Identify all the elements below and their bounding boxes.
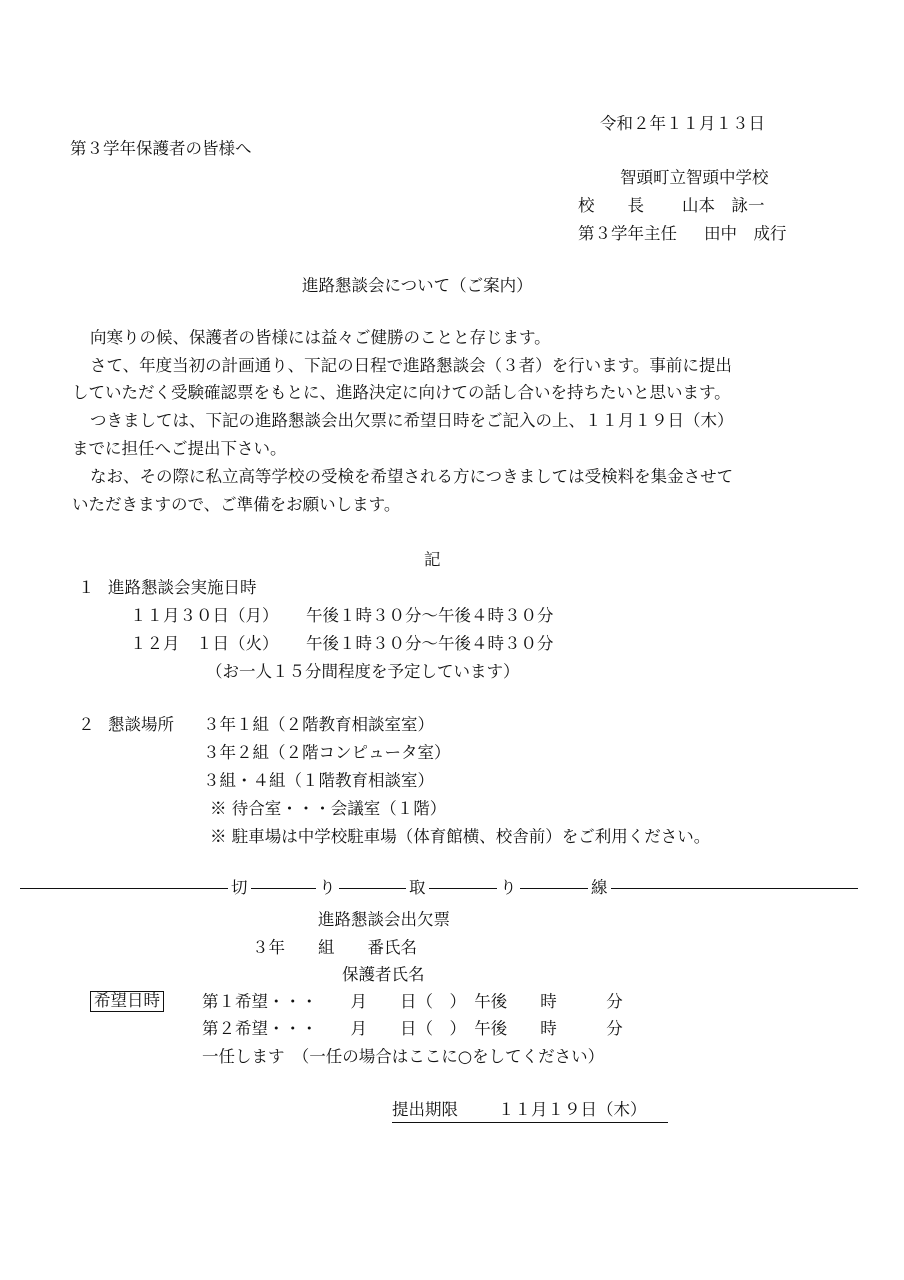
- waiting-room-note: ※ 待合室・・・会議室（１階）: [210, 799, 447, 818]
- room-2: ３年２組（２階コンピュータ室）: [203, 743, 451, 762]
- parking-note: ※ 駐車場は中学校駐車場（体育館横、校舎前）をご利用ください。: [210, 827, 711, 846]
- student-line: ３年 組 番氏名: [252, 938, 417, 957]
- form-title: 進路懇談会出欠票: [318, 910, 450, 929]
- chief-name: 田中 成行: [704, 224, 787, 243]
- schedule-time-2: 午後１時３０分～午後４時３０分: [306, 634, 554, 653]
- guardian-line: 保護者氏名: [342, 965, 425, 984]
- deadline: [392, 1102, 668, 1123]
- wish-2-line: 第２希望・・・ 月 日（ ） 午後 時 分: [202, 1019, 623, 1038]
- body-line-1: 向寒りの候、保護者の皆様には益々ご健勝のことと存じます。: [90, 328, 551, 347]
- room-3: ３組・４組（１階教育相談室）: [203, 771, 434, 790]
- delegate-line: 一任します （一任の場合はここに○をしてください）: [202, 1047, 605, 1066]
- schedule-date-1: １１月３０日（月）: [130, 606, 279, 625]
- wish-1-line: 第１希望・・・ 月 日（ ） 午後 時 分: [202, 992, 623, 1011]
- room-1: ３年１組（２階教育相談室室）: [203, 715, 434, 734]
- cut-line-char-5: 線: [588, 880, 611, 897]
- document-date: 令和２年１１月１３日: [600, 114, 765, 133]
- principal-title: 校 長: [578, 196, 644, 215]
- body-line-3: していただく受験確認票をもとに、進路決定に向けての話し合いを持ちたいと思います。: [72, 383, 731, 402]
- section2-number: ２: [78, 715, 95, 734]
- ki-heading: 記: [424, 550, 441, 569]
- cut-line-char-1: 切: [228, 880, 251, 897]
- section1-heading: 進路懇談会実施日時: [108, 578, 257, 597]
- schedule-time-1: 午後１時３０分～午後４時３０分: [306, 606, 554, 625]
- body-line-7: いただきますので、ご準備をお願いします。: [72, 495, 401, 514]
- school-name: 智頭町立智頭中学校: [620, 168, 769, 187]
- body-line-5: までに担任へご提出下さい。: [72, 439, 287, 458]
- cut-line-char-3: 取: [406, 880, 429, 897]
- body-line-4: つきましては、下記の進路懇談会出欠票に希望日時をご記入の上、１１月１９日（木）: [90, 411, 734, 430]
- body-line-6: なお、その際に私立高等学校の受検を希望される方につきましては受検料を集金させて: [90, 467, 734, 486]
- deadline-date: １１月１９日（木）: [498, 1100, 647, 1119]
- principal-name: 山本 詠一: [682, 196, 765, 215]
- cut-line-rule: [20, 888, 858, 889]
- section2-heading: 懇談場所: [108, 715, 174, 734]
- page-title: 進路懇談会について（ご案内）: [302, 276, 533, 295]
- addressee: 第３学年保護者の皆様へ: [70, 139, 252, 158]
- schedule-date-2: １２月 １日（火）: [130, 634, 279, 653]
- cut-line-char-4: り: [497, 880, 520, 897]
- chief-title: 第３学年主任: [578, 224, 677, 243]
- cut-line-char-2: り: [316, 880, 339, 897]
- deadline-label: 提出期限: [392, 1100, 458, 1119]
- section1-number: １: [78, 578, 95, 597]
- schedule-note: （お一人１５分間程度を予定しています）: [206, 662, 520, 681]
- body-line-2: さて、年度当初の計画通り、下記の日程で進路懇談会（３者）を行います。事前に提出: [90, 356, 732, 375]
- wish-label: 希望日時: [90, 991, 164, 1012]
